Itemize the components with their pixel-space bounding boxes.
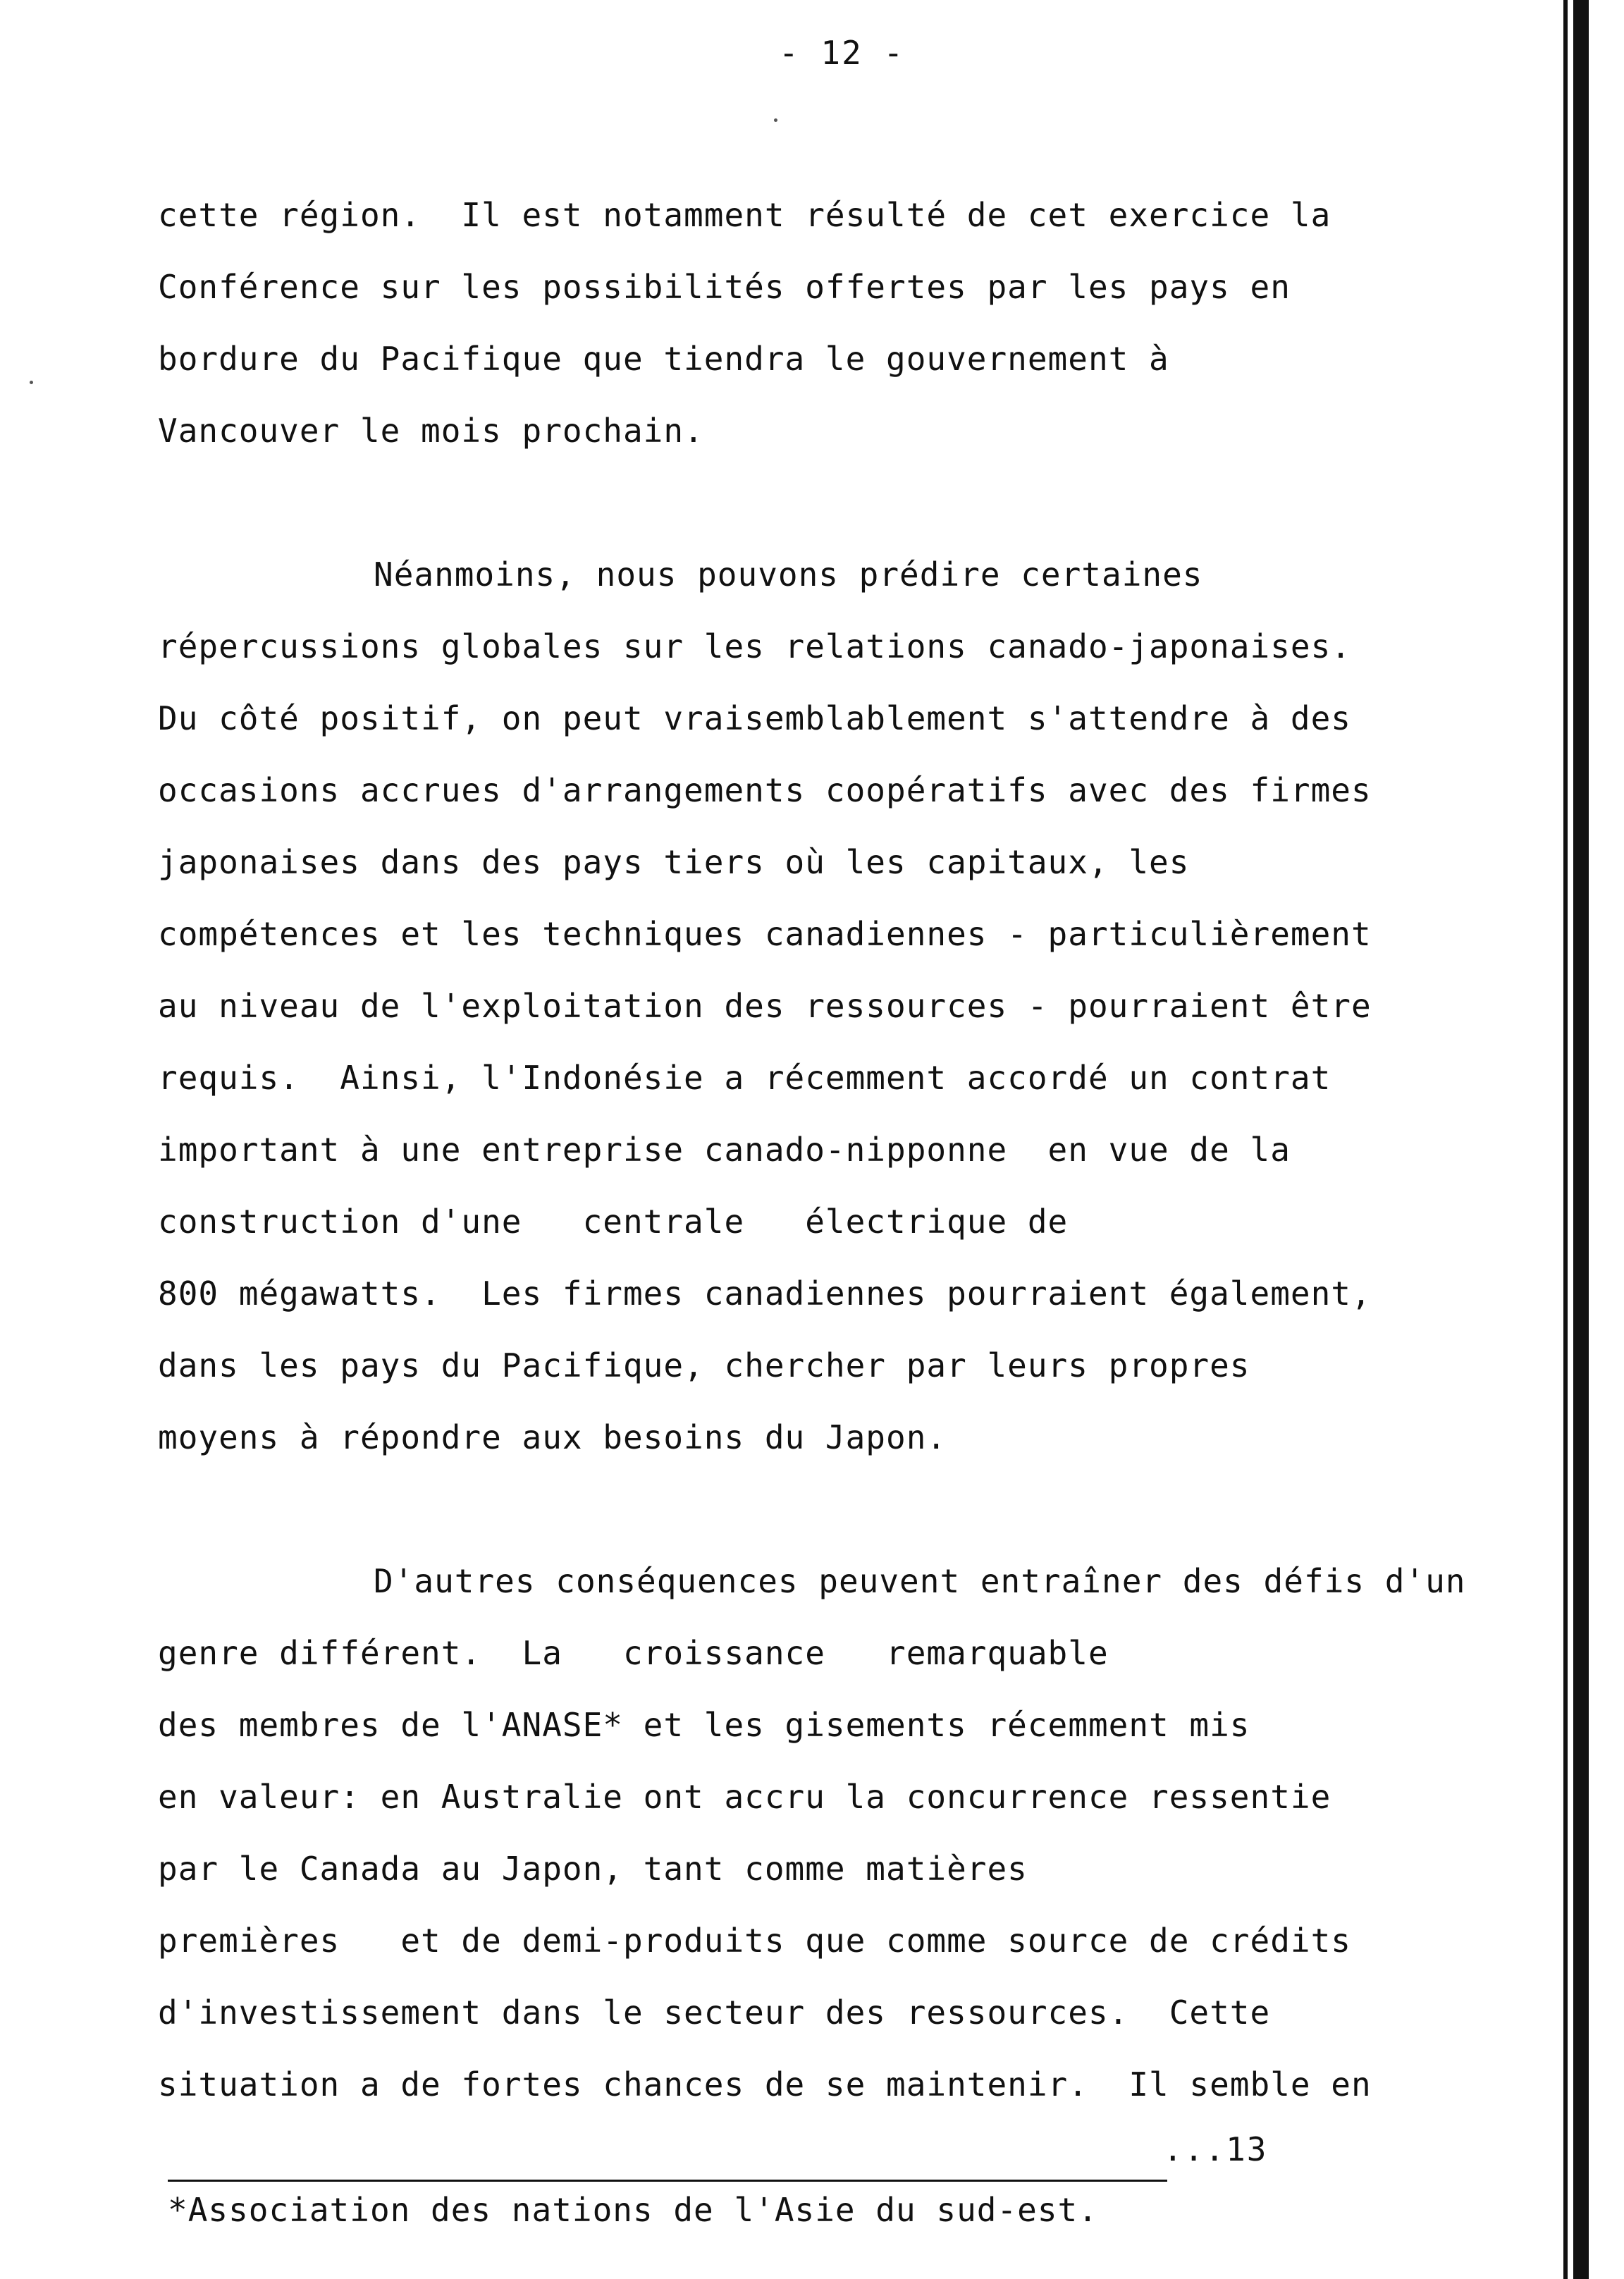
- page-edge-line: [1563, 0, 1568, 2279]
- text-line: occasions accrues d'arrangements coopératifs avec des firmes: [158, 771, 1372, 809]
- continuation-marker: ...13: [1163, 2130, 1268, 2168]
- scan-speck: [774, 118, 777, 122]
- text-line: au niveau de l'exploitation des ressources - pourraient être: [158, 987, 1372, 1025]
- text-line: Néanmoins, nous pouvons prédire certaines: [374, 555, 1203, 594]
- text-line: 800 mégawatts. Les firmes canadiennes pourraient également,: [158, 1274, 1372, 1313]
- text-line: premières et de demi-produits que comme source de crédits: [158, 1922, 1351, 1960]
- text-line: bordure du Pacifique que tiendra le gouvernement à: [158, 340, 1169, 378]
- text-line: répercussions globales sur les relations canado-japonaises.: [158, 627, 1351, 665]
- footnote: *Association des nations de l'Asie du sud-est.: [168, 2191, 1098, 2229]
- text-line: des membres de l'ANASE* et les gisements récemment mis: [158, 1706, 1250, 1744]
- text-line: requis. Ainsi, l'Indonésie a récemment accordé un contrat: [158, 1059, 1331, 1097]
- text-line: D'autres conséquences peuvent entraîner des défis d'un: [374, 1562, 1466, 1600]
- text-line: important à une entreprise canado-nipponne en vue de la: [158, 1131, 1291, 1169]
- text-line: dans les pays du Pacifique, chercher par leurs propres: [158, 1346, 1250, 1384]
- text-line: situation a de fortes chances de se maintenir. Il semble en: [158, 2065, 1372, 2103]
- page-edge-bar: [1573, 0, 1589, 2279]
- text-line: d'investissement dans le secteur des ressources. Cette: [158, 1994, 1271, 2032]
- text-line: moyens à répondre aux besoins du Japon.: [158, 1418, 947, 1456]
- text-line: Vancouver le mois prochain.: [158, 412, 704, 450]
- text-line: par le Canada au Japon, tant comme matières: [158, 1850, 1028, 1888]
- footnote-rule: [168, 2180, 1167, 2182]
- text-line: compétences et les techniques canadiennes - particulièrement: [158, 915, 1372, 953]
- text-line: cette région. Il est notamment résulté de cet exercice la: [158, 196, 1331, 234]
- text-line: construction d'une centrale électrique de: [158, 1203, 1069, 1241]
- text-line: japonaises dans des pays tiers où les capitaux, les: [158, 843, 1190, 881]
- text-line: genre différent. La croissance remarquable: [158, 1634, 1109, 1672]
- text-line: Du côté positif, on peut vraisemblablement s'attendre à des: [158, 699, 1351, 737]
- scan-speck: [30, 381, 33, 384]
- text-line: Conférence sur les possibilités offertes par les pays en: [158, 268, 1291, 306]
- text-line: en valeur: en Australie ont accru la concurrence ressentie: [158, 1778, 1331, 1816]
- page-number: - 12 -: [779, 34, 905, 72]
